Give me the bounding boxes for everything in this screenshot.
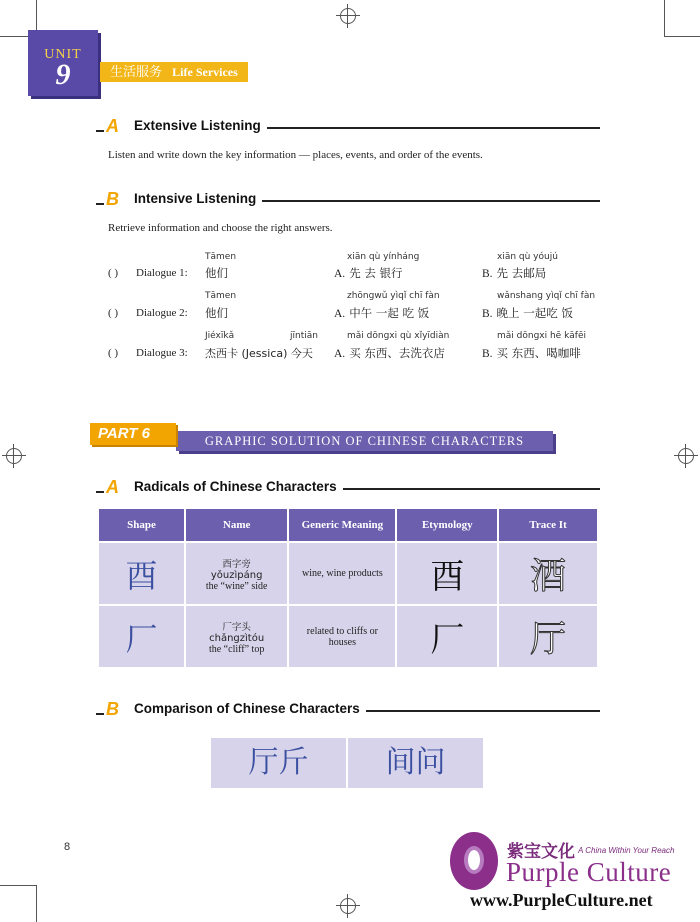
watermark-logo-icon — [450, 832, 498, 890]
section-letter: B — [106, 699, 119, 719]
table-header-row — [99, 509, 597, 541]
part-title-bar: GRAPHIC SOLUTION OF CHINESE CHARACTERS — [176, 431, 553, 451]
instruction-text: Retrieve information and choose the right answers. — [108, 222, 333, 234]
name-cell — [186, 543, 287, 604]
crop-mark — [664, 36, 700, 37]
pinyin: xiān qù yóujú — [497, 252, 558, 262]
pinyin: mǎi dōngxi qù xǐyīdiàn — [347, 331, 450, 341]
pinyin: Tāmen — [205, 252, 237, 262]
answer-blank[interactable]: ( ) — [108, 267, 119, 279]
column-header: Name — [186, 509, 287, 541]
pinyin: Jiéxīkǎ — [205, 331, 235, 341]
pinyin: jīntiān — [290, 331, 318, 341]
part-label: PART 6 — [90, 423, 176, 445]
crop-mark — [36, 885, 37, 922]
option-text: 买 东西、去洗衣店 — [349, 346, 445, 360]
column-header: Generic Meaning — [289, 509, 395, 541]
dialogue-label: Dialogue 1: — [136, 267, 188, 279]
option-letter: B. — [482, 268, 493, 280]
question-chinese: 他们 — [205, 266, 228, 280]
option-b[interactable] — [482, 305, 573, 321]
option-text: 买 东西、喝咖啡 — [496, 346, 581, 360]
option-letter: B. — [482, 308, 493, 320]
section-dash — [96, 130, 104, 132]
name-cell — [186, 606, 287, 667]
option-text: 先 去 银行 — [349, 266, 403, 280]
pinyin: xiān qù yínháng — [347, 252, 420, 262]
etymology-cell — [397, 606, 497, 667]
option-a[interactable] — [334, 345, 445, 361]
radical-name-cn: 酉字旁 — [222, 558, 251, 570]
column-header: Etymology — [397, 509, 497, 541]
watermark-url[interactable]: www.PurpleCulture.net — [470, 890, 653, 910]
unit-title — [100, 62, 248, 82]
section-header-radicals — [96, 479, 600, 497]
meaning-cell: related to cliffs or houses — [289, 606, 395, 667]
trace-cell[interactable] — [499, 606, 597, 667]
radical-name-en: the “cliff” top — [208, 643, 265, 655]
pinyin: wǎnshang yìqǐ chī fàn — [497, 291, 596, 301]
unit-number: 9 — [55, 58, 71, 91]
option-b[interactable] — [482, 345, 581, 361]
radical-name-cn: 厂字头 — [222, 621, 251, 633]
section-title: Radicals of Chinese Characters — [134, 479, 343, 494]
section-letter: A — [106, 477, 119, 497]
pinyin: mǎi dōngxi hē kāfēi — [497, 331, 587, 341]
section-header-intensive-listening — [96, 191, 600, 209]
section-dash — [96, 203, 104, 205]
option-letter: B. — [482, 348, 493, 360]
comparison-pair: 厅斤 — [211, 738, 346, 788]
trace-character: 酒 — [530, 556, 567, 597]
table-row — [99, 543, 597, 604]
crop-mark — [0, 885, 36, 886]
page-number: 8 — [64, 841, 71, 853]
etymology-glyph: 厂 — [430, 620, 465, 660]
section-title: Comparison of Chinese Characters — [134, 701, 366, 716]
etymology-cell — [397, 543, 497, 604]
etymology-glyph: 酉 — [430, 557, 465, 597]
radical-shape: 厂 — [125, 619, 158, 658]
registration-mark — [678, 448, 694, 464]
dialogue-label: Dialogue 2: — [136, 307, 188, 319]
section-dash — [96, 491, 104, 493]
unit-badge — [28, 30, 98, 96]
section-letter: B — [106, 189, 119, 209]
section-title: Extensive Listening — [134, 118, 267, 133]
instruction-text: Listen and write down the key information — places, events, and order of the events. — [108, 149, 483, 161]
section-title: Intensive Listening — [134, 191, 262, 206]
option-letter: A. — [334, 308, 346, 320]
column-header: Shape — [99, 509, 184, 541]
answer-blank[interactable]: ( ) — [108, 307, 119, 319]
crop-mark — [664, 0, 665, 36]
section-header-extensive-listening — [96, 118, 600, 136]
shape-cell — [99, 606, 184, 667]
trace-character: 厅 — [530, 619, 567, 660]
trace-cell[interactable] — [499, 543, 597, 604]
unit-title-cn: 生活服务 — [110, 65, 163, 80]
option-b[interactable] — [482, 265, 546, 281]
registration-mark — [340, 8, 356, 24]
option-text: 晚上 一起吃 饭 — [496, 306, 573, 320]
comparison-box — [211, 738, 485, 788]
section-dash — [96, 713, 104, 715]
radical-name-en: the “wine” side — [205, 580, 268, 592]
radicals-table — [97, 507, 599, 669]
option-text: 先 去邮局 — [496, 266, 547, 280]
unit-word: UNIT — [44, 47, 82, 62]
option-a[interactable] — [334, 305, 429, 321]
watermark-cn: 紫宝文化 — [507, 842, 575, 862]
watermark-tagline: A China Within Your Reach — [578, 846, 675, 855]
table-row — [99, 606, 597, 667]
question-chinese: 他们 — [205, 306, 228, 320]
option-text: 中午 一起 吃 饭 — [349, 306, 430, 320]
watermark-name: Purple Culture — [506, 857, 672, 887]
comparison-pair: 间问 — [348, 738, 483, 788]
question-chinese: 杰西卡 (Jessica) 今天 — [205, 347, 313, 360]
option-letter: A. — [334, 268, 346, 280]
section-header-comparison — [96, 701, 600, 719]
option-a[interactable] — [334, 265, 403, 281]
shape-cell — [99, 543, 184, 604]
dialogue-label: Dialogue 3: — [136, 347, 188, 359]
option-letter: A. — [334, 348, 346, 360]
section-letter: A — [106, 116, 119, 136]
registration-mark — [6, 448, 22, 464]
radical-name-pinyin: chǎngzìtóu — [209, 632, 265, 644]
meaning-cell: wine, wine products — [289, 543, 395, 604]
column-header: Trace It — [499, 509, 597, 541]
unit-title-en: Life Services — [172, 65, 238, 79]
radical-shape: 酉 — [125, 556, 158, 595]
registration-mark — [340, 898, 356, 914]
pinyin: zhōngwǔ yìqǐ chī fàn — [347, 291, 440, 301]
pinyin: Tāmen — [205, 291, 237, 301]
answer-blank[interactable]: ( ) — [108, 347, 119, 359]
radical-name-pinyin: yǒuzìpáng — [210, 569, 263, 581]
